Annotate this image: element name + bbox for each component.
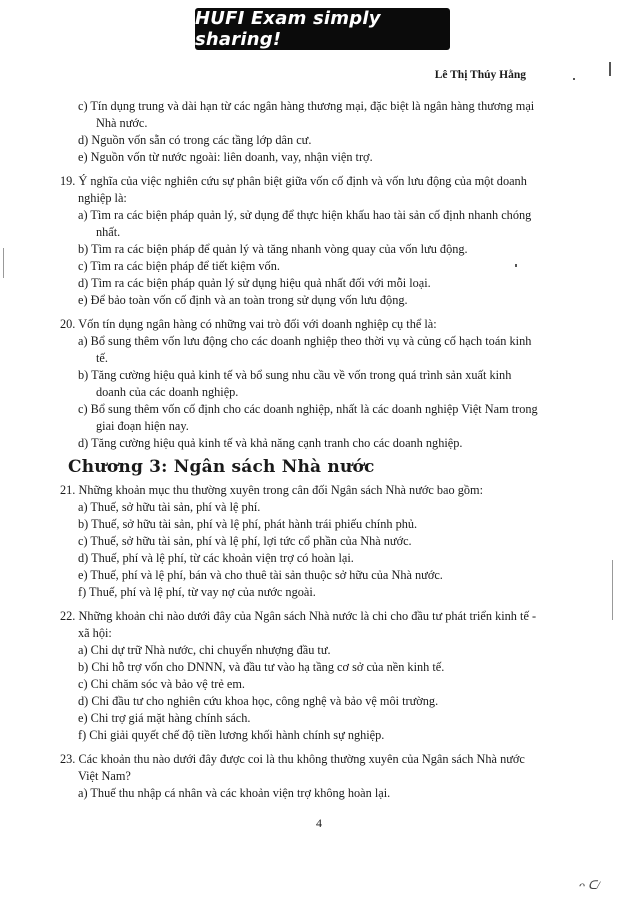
handwritten-corner-mark: ᴖ ᑕ/ — [579, 878, 600, 892]
author-name: Lê Thị Thúy Hằng — [434, 69, 526, 81]
question-22 — [60, 608, 540, 744]
answer-option: c) Tín dụng trung và dài hạn từ các ngân hàng thương mại, đặc biệt là ngân hàng thương mại Nhà nước. — [78, 99, 535, 130]
banner-text: HUFI Exam simply sharing! — [195, 8, 381, 50]
scan-mark — [3, 248, 4, 278]
question-21 — [60, 482, 540, 601]
answer-option: e) Chi trợ giá mặt hàng chính sách. — [78, 711, 251, 725]
question-text: 21. Những khoản mục thu thường xuyên trong cân đối Ngân sách Nhà nước bao gồm: — [60, 483, 484, 497]
question-23 — [60, 751, 540, 802]
scan-mark — [612, 560, 613, 620]
chapter-title: Chương 3: Ngân sách Nhà nước — [68, 457, 375, 477]
answer-option: a) Thuế, sở hữu tài sản, phí và lệ phí. — [78, 500, 261, 514]
answer-option: a) Chi dự trữ Nhà nước, chi chuyển nhượng đầu tư. — [78, 643, 331, 657]
answer-option: d) Tăng cường hiệu quả kinh tế và khả năng cạnh tranh cho các doanh nghiệp. — [78, 436, 463, 450]
answer-option: e) Nguồn vốn từ nước ngoài: liên doanh, vay, nhận viện trợ. — [78, 150, 373, 164]
question-text: 20. Vốn tín dụng ngân hàng có những vai trò đối với doanh nghiệp cụ thể là: — [60, 317, 437, 331]
exam-sharing-banner — [195, 8, 450, 50]
answer-option: c) Thuế, sở hữu tài sản, phí và lệ phí, lợi tức cổ phần của Nhà nước. — [78, 534, 412, 548]
answer-option: f) Thuế, phí và lệ phí, từ vay nợ của nước ngoài. — [78, 585, 316, 599]
answer-option: c) Chi chăm sóc và bảo vệ trẻ em. — [78, 677, 245, 691]
answer-option: c) Tìm ra các biện pháp để tiết kiệm vốn. — [78, 259, 280, 273]
answer-option: a) Bổ sung thêm vốn lưu động cho các doanh nghiệp theo thời vụ và củng cố hạch toán kinh tế. — [78, 334, 532, 365]
answer-option: a) Thuế thu nhập cá nhân và các khoản viện trợ không hoàn lại. — [78, 786, 391, 800]
answer-option: b) Tìm ra các biện pháp để quản lý và tăng nhanh vòng quay của vốn lưu động. — [78, 242, 468, 256]
question-text: 19. Ý nghĩa của việc nghiên cứu sự phân biệt giữa vốn cố định và vốn lưu động của một doanh nghiệp là: — [60, 174, 527, 205]
scan-mark — [515, 264, 517, 267]
question-18-continued — [60, 98, 540, 166]
question-text: 23. Các khoản thu nào dưới đây được coi là thu không thường xuyên của Ngân sách Nhà nước Việt Nam? — [60, 752, 525, 783]
answer-option: d) Chi đầu tư cho nghiên cứu khoa học, công nghệ và bảo vệ môi trường. — [78, 694, 439, 708]
scan-mark — [609, 62, 611, 76]
answer-option: e) Thuế, phí và lệ phí, bán và cho thuê tài sản thuộc sở hữu của Nhà nước. — [78, 568, 443, 582]
question-text: 22. Những khoản chi nào dưới đây của Ngân sách Nhà nước là chi cho đầu tư phát triển kinh tế - xã hội: — [60, 609, 537, 640]
answer-option: b) Tăng cường hiệu quả kinh tế và bổ sung nhu cầu về vốn trong quá trình sản xuất kinh doanh của các doanh nghiệp. — [78, 368, 512, 399]
answer-option: b) Chi hỗ trợ vốn cho DNNN, và đầu tư vào hạ tầng cơ sở của nền kinh tế. — [78, 660, 445, 674]
answer-option: d) Tìm ra các biện pháp quản lý sử dụng hiệu quả nhất đối với mỗi loại. — [78, 276, 431, 290]
answer-option: e) Để bảo toàn vốn cố định và an toàn trong sử dụng vốn lưu động. — [78, 293, 408, 307]
answer-option: f) Chi giải quyết chế độ tiền lương khối hành chính sự nghiệp. — [78, 728, 385, 742]
scan-mark — [573, 78, 575, 80]
question-19 — [60, 173, 540, 309]
answer-option: d) Nguồn vốn sẵn có trong các tầng lớp dân cư. — [78, 133, 312, 147]
answer-option: c) Bổ sung thêm vốn cố định cho các doanh nghiệp, nhất là các doanh nghiệp Việt Nam trong giai đoạn hiện nay. — [78, 402, 538, 433]
page-content — [60, 98, 540, 802]
answer-option: d) Thuế, phí và lệ phí, từ các khoản viện trợ có hoàn lại. — [78, 551, 354, 565]
answer-option: a) Tìm ra các biện pháp quản lý, sử dụng để thực hiện khấu hao tài sản cố định nhanh chóng nhất. — [78, 208, 532, 239]
page-number: 4 — [316, 816, 322, 830]
answer-option: b) Thuế, sở hữu tài sản, phí và lệ phí, phát hành trái phiếu chính phủ. — [78, 517, 418, 531]
question-20 — [60, 316, 540, 452]
